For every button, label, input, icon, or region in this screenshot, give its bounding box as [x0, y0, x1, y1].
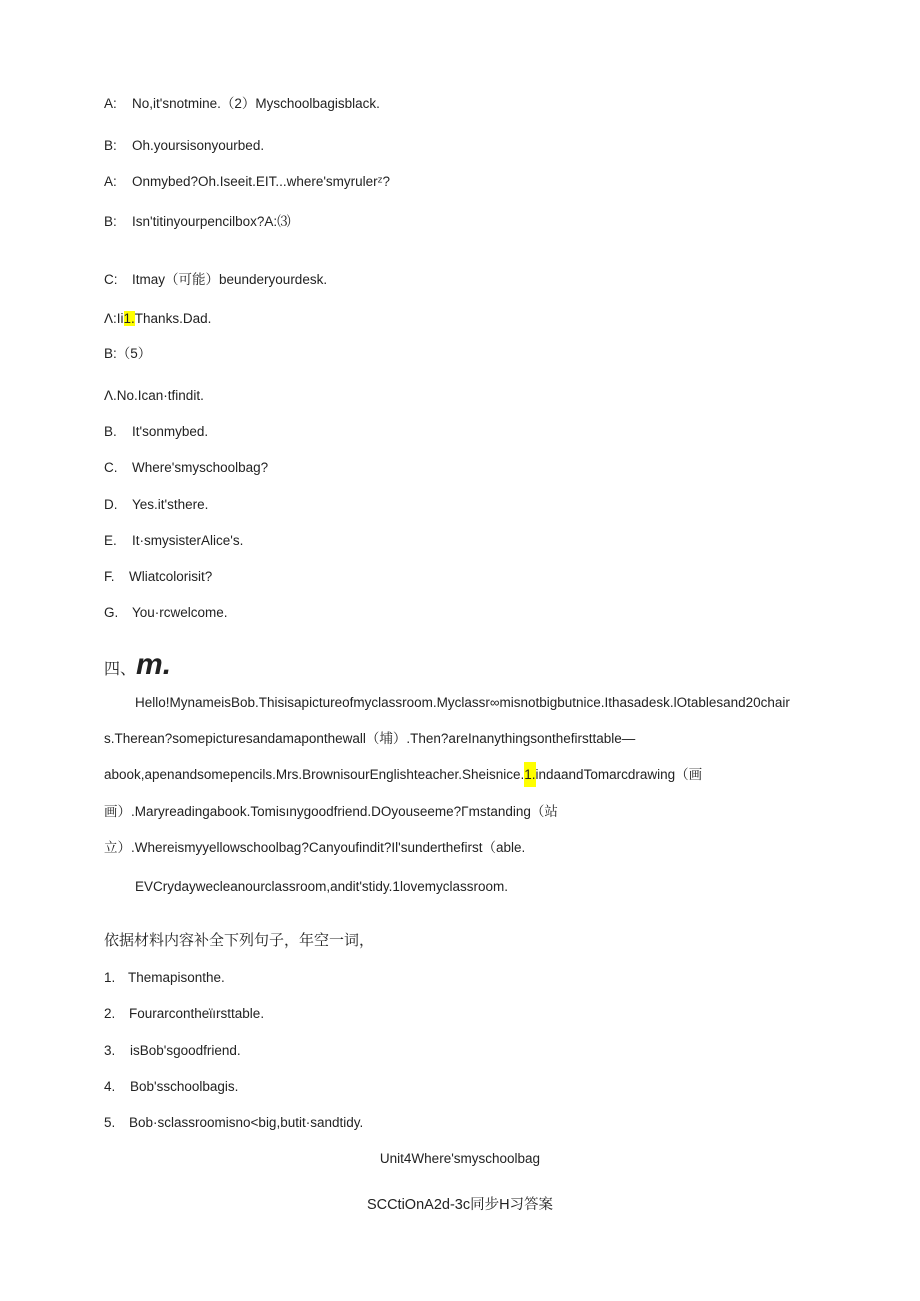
option-label: C. [104, 460, 118, 475]
dialogue-text: Oh.yoursisonyourbed. [132, 138, 265, 153]
option-b [104, 423, 208, 441]
question-1 [104, 969, 225, 987]
option-text: You·rcwelcome. [132, 605, 228, 620]
question-text: isBob'sgoodfriend. [130, 1043, 241, 1058]
passage-line-5: 立）.Whereismyyellowschoolbag?Canyoufindit?Il'sunderthefirst（able. [104, 840, 526, 855]
passage-line-3 [104, 766, 702, 784]
option-g [104, 604, 228, 622]
question-number: 3. [104, 1043, 116, 1058]
option-text: Yes.it'sthere. [132, 497, 209, 512]
dialogue-line-3 [104, 173, 390, 191]
dialogue-speaker: A: [104, 96, 117, 111]
dialogue-text: Thanks.Dad. [134, 311, 212, 326]
dialogue-line-5 [104, 271, 327, 289]
passage-line-6: EVCrydaywecleanourclassroom,andit'stidy.1lovemyclassroom. [135, 879, 508, 894]
highlighted-blank: 1. [123, 311, 135, 326]
passage-text: abook,apenandsomepencils.Mrs.BrownisourEnglishteacher.Sheisnice. [104, 767, 525, 782]
question-text: Themapisonthe. [128, 970, 225, 985]
question-text: Bob'sschoolbagis. [130, 1079, 239, 1094]
option-f [104, 568, 212, 586]
dialogue-text: Itmay（可能）beunderyourdesk. [132, 272, 328, 287]
passage-line-1: Hello!MynameisBob.Thisisapictureofmyclassroom.Myclassr∞misnotbigbutnice.Ithasadesk.lOtablesand20chair [135, 695, 790, 710]
dialogue-text: No,it'snotmine.（2）Myschoolbagisblack. [132, 96, 380, 111]
option-text: Wliatcolorisit? [129, 569, 213, 584]
option-text: It·smysisterAlice's. [132, 533, 244, 548]
option-label: D. [104, 497, 118, 512]
option-text: No.Ican·tfindit. [116, 388, 204, 403]
option-a [104, 387, 204, 405]
dialogue-speaker: B: [104, 346, 117, 361]
question-text: Bob·sclassroomisno<big,butit·sandtidy. [129, 1115, 364, 1130]
highlighted-blank: 1. [524, 762, 535, 787]
instruction-text: 依据材料内容补全下列句子，年空一词， [104, 932, 375, 949]
option-text: It'sonmybed. [132, 424, 209, 439]
question-number: 1. [104, 970, 116, 985]
dialogue-text: Onmybed?Oh.Iseeit.EIT...where'smyrulerᶻ? [132, 174, 391, 189]
section-heading [104, 648, 171, 682]
dialogue-line-4 [104, 213, 291, 231]
dialogue-speaker: Λ:Ii [104, 311, 124, 326]
option-label: F. [104, 569, 115, 584]
answer-section-title: SCCtiOnA2d-3c同步H习答案 [366, 1197, 554, 1213]
section-title: m. [136, 648, 172, 681]
dialogue-line-2 [104, 137, 264, 155]
option-e [104, 532, 243, 550]
question-number: 4. [104, 1079, 116, 1094]
passage-text: indaandTomarcdrawing（画 [535, 767, 703, 782]
section-number: 四、 [104, 661, 137, 678]
option-label: B. [104, 424, 117, 439]
passage-line-4: 画）.Maryreadingabook.Tomisınygoodfriend.DOyouseeme?Γmstanding（站 [104, 804, 558, 819]
option-d [104, 496, 208, 514]
dialogue-text: Isn'titinyourpencilbox?A:⑶ [132, 214, 291, 229]
question-2 [104, 1005, 264, 1023]
unit-title: Unit4Where'smyschoolbag [379, 1151, 541, 1166]
passage-line-2: s.Therean?somepicturesandamaponthewall（埔）.Then?areInanythingsonthefirsttable— [104, 731, 636, 746]
question-text: Fourarcontheϊırsttable. [129, 1006, 265, 1021]
question-number: 2. [104, 1006, 116, 1021]
question-4 [104, 1078, 238, 1096]
dialogue-speaker: A: [104, 174, 117, 189]
dialogue-line-1 [104, 95, 380, 113]
option-text: Where'smyschoolbag? [132, 460, 269, 475]
option-c [104, 459, 268, 477]
option-label: G. [104, 605, 119, 620]
option-label: E. [104, 533, 117, 548]
option-label: Λ. [104, 388, 117, 403]
dialogue-speaker: B: [104, 214, 117, 229]
question-3 [104, 1042, 241, 1060]
question-number: 5. [104, 1115, 116, 1130]
dialogue-line-6 [104, 310, 211, 328]
dialogue-speaker: B: [104, 138, 117, 153]
dialogue-line-7 [104, 345, 151, 363]
dialogue-text: （5） [116, 346, 152, 361]
question-5 [104, 1114, 363, 1132]
dialogue-speaker: C: [104, 272, 118, 287]
